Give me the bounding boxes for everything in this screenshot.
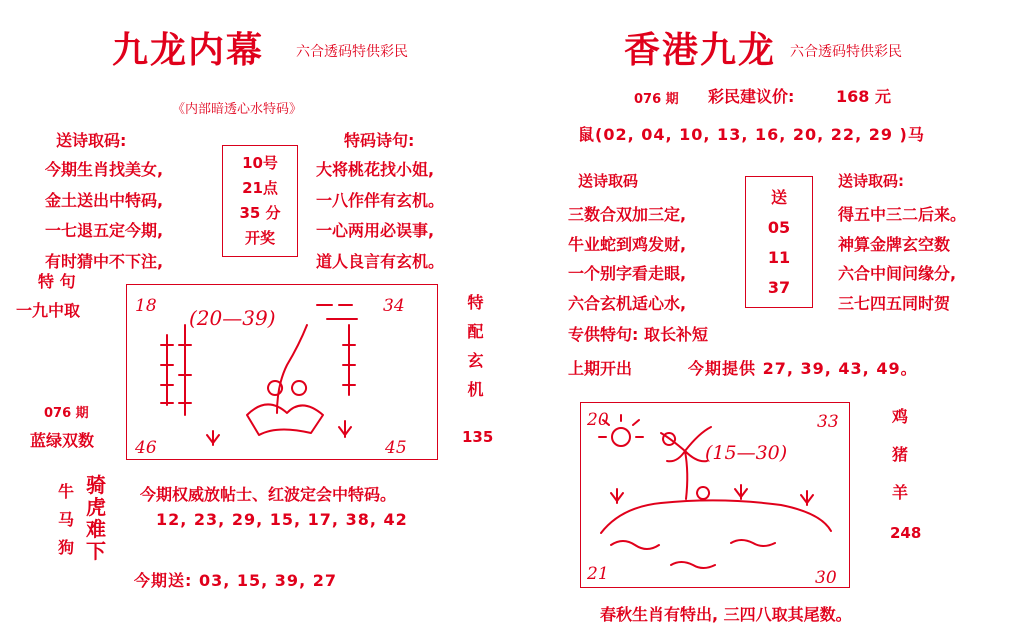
zodiac-item: 羊: [892, 483, 909, 502]
left-title: 九龙内幕: [112, 29, 265, 71]
left-subtitle: 六合透码特供彩民: [296, 44, 408, 60]
sketch-num-tr: 33: [817, 412, 839, 432]
left-side-text-content: 特配玄机: [465, 294, 484, 410]
poem-line: 六合中间问缘分,: [838, 264, 957, 283]
right-send-box: [745, 176, 813, 308]
sketch-num-tl: 20: [587, 410, 609, 430]
sketch-range: (20—39): [189, 306, 276, 330]
left-side-text: [460, 294, 489, 410]
right-side-number: 248: [890, 524, 922, 542]
right-subtitle: 六合透码特供彩民: [790, 44, 902, 60]
sketch-num-tr: 34: [383, 296, 405, 316]
sketch-num-br: 30: [815, 568, 837, 588]
poem-line: 一个别字看走眼,: [568, 264, 687, 283]
left-send-line: 今期送: 03, 15, 39, 27: [134, 571, 337, 590]
right-price: 168 元: [836, 87, 891, 106]
right-special-phrase: 专供特句: 取长补短: [568, 325, 708, 344]
poem-line: 道人良言有玄机。: [316, 251, 445, 271]
draw-time-line: 35 分: [239, 204, 281, 222]
left-special-poem-label: 特码诗句:: [344, 131, 415, 150]
right-poem-right: [838, 200, 966, 318]
left-draw-time-box: [222, 145, 298, 257]
left-red-wave-line: 今期权威放帖士、红波定会中特码。: [140, 485, 397, 504]
left-issue: 076 期: [44, 406, 89, 421]
zodiac-item: 牛: [58, 482, 75, 501]
left-color-tip: 蓝绿双数: [30, 431, 95, 450]
send-box-item: 37: [767, 278, 791, 297]
zodiac-item: 狗: [58, 538, 75, 557]
right-provide-line: 今期提供 27, 39, 43, 49。: [688, 359, 918, 378]
draw-time-line: 10号: [242, 154, 278, 172]
right-sketch-drawing: [581, 403, 851, 589]
poem-line: 有时猜中不下注,: [45, 251, 164, 271]
send-box-item: 05: [767, 218, 791, 237]
sketch-num-br: 45: [385, 438, 407, 458]
draw-time-line: 21点: [242, 179, 278, 197]
right-rat-line: 鼠(02, 04, 10, 13, 16, 20, 22, 29 )马: [578, 125, 925, 144]
poem-line: 神算金牌玄空数: [838, 234, 951, 254]
left-side-number: 135: [462, 428, 494, 446]
poem-line: 三七四五同时贺: [838, 293, 951, 313]
zodiac-item: 鸡: [892, 407, 909, 426]
left-series-title: 《内部暗透心水特码》: [172, 102, 303, 117]
poem-line: 一心两用必误事,: [316, 221, 435, 240]
zodiac-item: 马: [58, 510, 75, 529]
poem-line: 今期生肖找美女,: [45, 160, 164, 179]
left-poem-right: [316, 155, 444, 277]
left-special-phrase: 一九中取: [16, 301, 81, 320]
right-zodiac-side: [892, 398, 908, 512]
sketch-num-bl: 46: [135, 438, 157, 458]
poem-line: 金土送出中特码,: [45, 190, 164, 210]
poem-line: 牛业蛇到鸡发财,: [568, 234, 687, 254]
poem-line: 一八作伴有玄机。: [316, 190, 445, 210]
right-bottom-line: 春秋生肖有特出, 三四八取其尾数。: [600, 605, 852, 624]
right-send-poem-label-right: 送诗取码:: [838, 172, 904, 190]
left-poem-left: [45, 155, 163, 277]
send-box-item: 11: [767, 248, 791, 267]
sketch-num-tl: 18: [135, 296, 157, 316]
right-send-poem-label-left: 送诗取码: [578, 172, 639, 190]
sketch-num-bl: 21: [587, 564, 609, 584]
left-zodiac-phrase: 骑虎难下: [86, 473, 106, 563]
left-sketch-drawing: [127, 285, 439, 461]
poem-line: 一七退五定今期,: [45, 221, 164, 240]
right-poem-left: [568, 200, 686, 318]
poem-line: 六合玄机适心水,: [568, 293, 687, 313]
left-numbers-line: 12, 23, 29, 15, 17, 38, 42: [156, 510, 408, 529]
send-box-item: 送: [770, 188, 787, 207]
right-issue: 076 期: [634, 92, 679, 107]
left-zodiac-list: [58, 478, 74, 562]
right-price-label: 彩民建议价:: [708, 87, 795, 106]
poem-line: 大将桃花找小姐,: [316, 160, 435, 179]
left-send-poem-label: 送诗取码:: [56, 131, 127, 150]
sketch-range: (15—30): [705, 442, 788, 464]
poem-line: 得五中三二后来。: [838, 205, 967, 224]
left-sketch-box: [126, 284, 438, 460]
right-last-issue-line: 上期开出: [568, 359, 633, 378]
zodiac-item: 猪: [892, 445, 909, 464]
right-title: 香港九龙: [624, 29, 777, 71]
draw-time-line: 开奖: [244, 229, 275, 247]
poem-line: 三数合双加三定,: [568, 205, 687, 224]
right-sketch-box: [580, 402, 850, 588]
left-special-phrase-label: 特 句: [38, 272, 76, 291]
